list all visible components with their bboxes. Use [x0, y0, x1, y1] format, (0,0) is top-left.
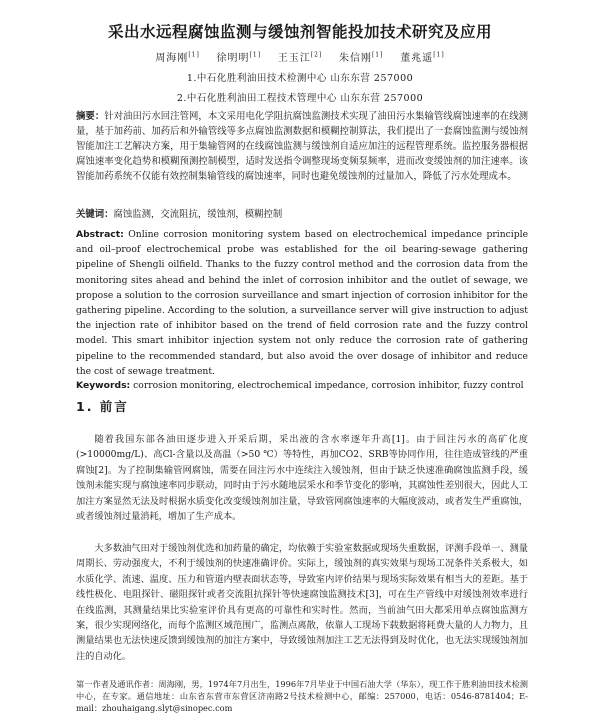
section-heading-introduction: 1. 前言	[76, 399, 129, 414]
abstract-en-label: Abstract:	[76, 229, 124, 240]
keywords-zh-label: 关键词：	[76, 209, 114, 220]
footnote: 第一作者及通讯作者：周海刚，男，1974年7月出生，1996年7月毕业于中国石油大学（华东），现工作于胜利油田技术检测中心，在专家。通信地址：山东省东营市东营区济南路2号技术检测中心，邮编：257000，电话：0546-8781404；E-mail：zhouhaigang.slyt@sinopec.com	[76, 679, 528, 713]
author-name: 徐明明	[216, 53, 250, 64]
body-paragraph-2: 大多数油气田对于缓蚀剂优选和加药量的确定，均依赖于实验室数据或现场失重数据，评测手段单一、测量周期长、劳动强度大，不利于缓蚀剂的快速准确评价。实际上，缓蚀剂的真实效果与现场工况条件关系极大，如水质化学、流速、温度、压力和管道内壁表面状态等，导致室内评价结果与现场实际效果有相当大的差距。基于线性极化、电阻探针、磁阻探针或者交流阻抗探针等快速腐蚀监测技术[3]，可在生产管线中对缓蚀剂效率进行在线监测，其测量结果比实验室评价具有更高的可靠性和实时性。然而，当前油气田大都采用单点腐蚀监测方案，很少实现网络化，而每个监测区域范围广，监测点离散，依靠人工现场下载数据将耗费大量的人力物力，且测量结果也无法快速反馈到缓蚀剂的加注方案中，导致缓蚀剂加注工艺无法得到及时优化，也无法实现缓蚀剂加注的自动化。	[76, 543, 528, 662]
abstract-zh	[76, 109, 528, 184]
author-name: 董兆遥	[400, 53, 434, 64]
author-mark: [1]	[371, 51, 384, 59]
author-list	[0, 49, 600, 64]
author-name: 王玉江	[277, 53, 311, 64]
author-name: 朱信刚	[338, 53, 372, 64]
abstract-en	[76, 227, 528, 379]
author-mark: [2]	[310, 51, 323, 59]
keywords-zh	[76, 207, 528, 222]
keywords-zh-text: 腐蚀监测，交流阻抗，缓蚀剂，模糊控制	[113, 209, 283, 220]
paper-title: 采出水远程腐蚀监测与缓蚀剂智能投加技术研究及应用	[107, 23, 492, 41]
body-paragraph-1: 随着我国东部各油田逐步进入开采后期，采出液的含水率逐年升高[1]。由于回注污水的高矿化度(>10000mg/L)、高Cl-含量以及高温（>50 ℃）等特性，再加CO2、SRB等协同作用，往往造成管线的严重腐蚀[2]。为了控制集输管网腐蚀，需要在回注污水中连续注入缓蚀剂，但由于缺乏快速准确腐蚀监测手段，缓蚀剂未能实现与腐蚀速率同步联动，同时由于污水随地层采水和季节变化的影响，其腐蚀性差别很大，因此人工加注方案显然无法及时根据水质变化改变缓蚀剂加注量，导致管网腐蚀速率的大幅度波动，或者发生严重腐蚀，或者缓蚀剂过量消耗，增加了生产成本。	[76, 434, 528, 523]
keywords-en-text: corrosion monitoring, electrochemical impedance, corrosion inhibitor, fuzzy control	[133, 380, 524, 391]
author-name: 周海刚	[155, 53, 189, 64]
author-mark: [1]	[188, 51, 200, 59]
abstract-zh-label: 摘要：	[76, 111, 105, 122]
affiliation-1: 1.中石化胜利油田技术检测中心 山东东营 257000	[186, 73, 414, 84]
abstract-en-text: Online corrosion monitoring system based on electrochemical impedance principle and oil–proof electrochemical probe was established for the oil bearing-sewage gathering pipeline of Shengli oilfield. Thanks to the fuzzy control method and the corrosion data from the monitoring sites ahead and behind the inlet of corrosion inhibitor and the outlet of sewage, we propose a solution to the corrosion surveillance and smart injection of corrosion inhibitor for the gathering pipeline. According to the solution, a surveillance server will give instruction to adjust the injection rate of inhibitor based on the trend of field corrosion rate and the fuzzy control model. This smart inhibitor injection system not only reduce the corrosion rate of gathering pipeline to the recommended standard, but also avoid the over dosage of inhibitor and reduce the cost of sewage treatment.	[76, 229, 529, 377]
keywords-en	[76, 378, 528, 393]
keywords-en-label: Keywords:	[76, 380, 131, 391]
affiliation-2: 2.中石化胜利油田工程技术管理中心 山东东营 257000	[176, 93, 424, 104]
abstract-zh-text: 针对油田污水回注管网，本文采用电化学阻抗腐蚀监测技术实现了油田污水集输管线腐蚀速率的在线测量，基于加药前、加药后和外输管线等多点腐蚀监测数据和模糊控制算法，我们提出了一套腐蚀监测与缓蚀剂智能加注工艺解决方案，用于集输管网的在线腐蚀监测与缓蚀剂自适应加注的远程管理系统。监控服务器根据腐蚀速率变化趋势和模糊预测控制模型，适时发送指令调整现场变频泵频率，进而改变缓蚀剂的加注速率。该智能加药系统不仅能有效控制集输管线的腐蚀速率，同时也避免缓蚀剂的过量加入，降低了污水处理成本。	[76, 111, 528, 182]
author-mark: [1]	[433, 51, 445, 59]
author-mark: [1]	[249, 51, 262, 59]
